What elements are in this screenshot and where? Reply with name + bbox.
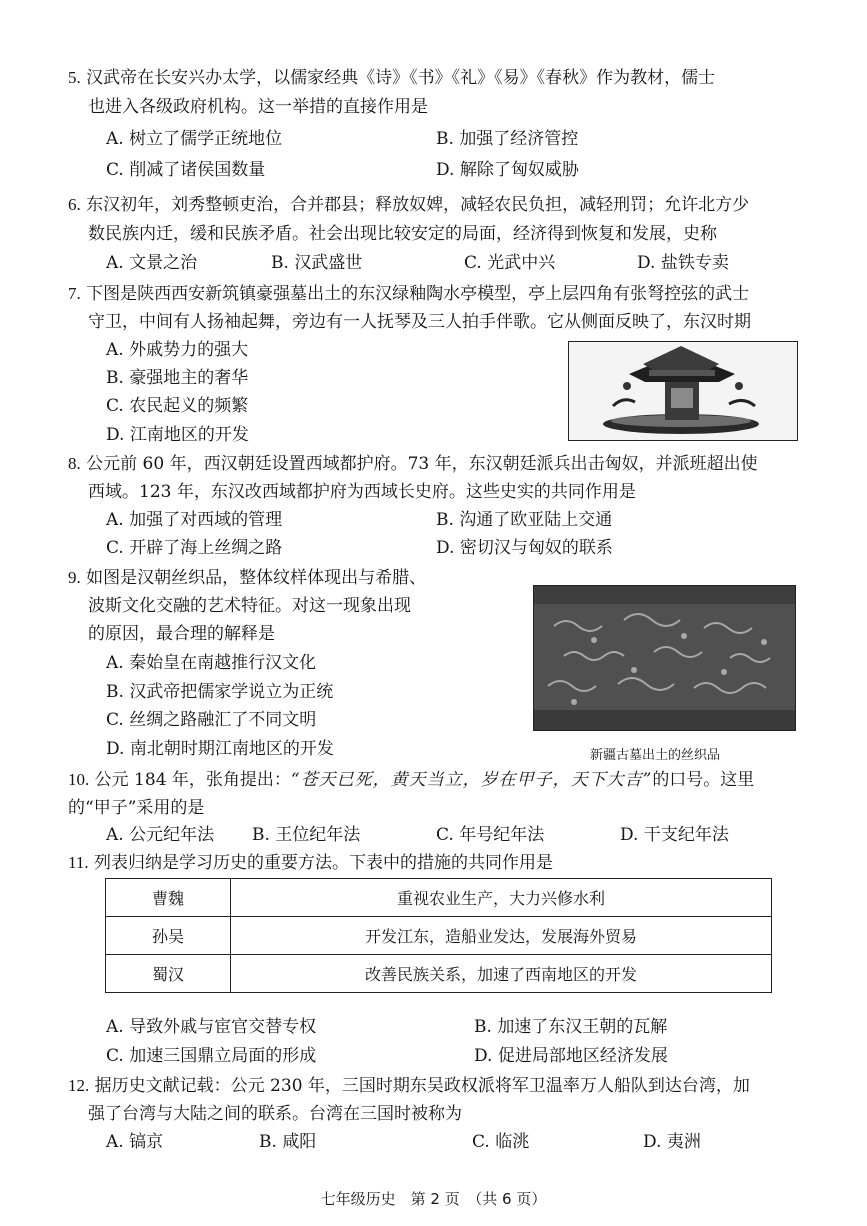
q7-option-a-letter: A. <box>106 340 124 360</box>
q8-option-d[interactable] <box>436 536 613 560</box>
silk-fabric-image <box>533 585 796 731</box>
table-row <box>106 879 772 917</box>
q10-option-a-text: 公元纪年法 <box>129 825 215 845</box>
q6-option-c[interactable] <box>464 251 555 275</box>
q11-option-a-text: 导致外戚与宦官交替专权 <box>129 1017 317 1037</box>
q5-stem-line1 <box>68 66 715 90</box>
q12-option-c-text: 临洮 <box>495 1132 530 1152</box>
q11-option-c[interactable] <box>106 1044 316 1068</box>
q8-option-c-text: 开辟了海上丝绸之路 <box>129 538 283 558</box>
q5-option-c-text: 削减了诸侯国数量 <box>129 160 266 180</box>
q9-option-d[interactable] <box>106 737 334 761</box>
q10-stem-line2: 的“甲子”采用的是 <box>68 798 205 818</box>
q9-option-b[interactable] <box>106 680 333 704</box>
q11-option-d-text: 促进局部地区经济发展 <box>497 1046 668 1066</box>
q12-option-d-letter: D. <box>643 1132 662 1152</box>
table-row <box>106 917 772 955</box>
q11-option-c-text: 加速三国鼎立局面的形成 <box>129 1046 317 1066</box>
q5-option-d-text: 解除了匈奴威胁 <box>459 160 579 180</box>
q10-option-d-letter: D. <box>620 825 639 845</box>
q5-option-b[interactable] <box>436 127 578 151</box>
table-cell-measure: 改善民族关系，加速了西南地区的开发 <box>231 955 772 993</box>
q8-option-a-letter: A. <box>106 510 124 530</box>
q7-number: 7. <box>68 284 81 303</box>
q6-option-d-letter: D. <box>637 253 656 273</box>
q8-option-d-letter: D. <box>436 538 455 558</box>
q11-option-a[interactable] <box>106 1015 316 1039</box>
q11-option-b[interactable] <box>474 1015 667 1039</box>
q6-option-a-letter: A. <box>106 253 124 273</box>
q7-option-a[interactable] <box>106 338 248 362</box>
q12-number: 12. <box>68 1076 90 1095</box>
q11-stem-line1 <box>68 851 553 875</box>
q6-option-b-letter: B. <box>271 253 289 273</box>
q5-option-a-text: 树立了儒学正统地位 <box>129 129 283 149</box>
q6-option-a-text: 文景之治 <box>129 253 198 273</box>
q7-option-b[interactable] <box>106 366 248 390</box>
q10-option-a[interactable] <box>106 823 214 847</box>
q5-option-a[interactable] <box>106 127 282 151</box>
q9-option-c-letter: C. <box>106 710 124 730</box>
q11-number: 11. <box>68 853 89 872</box>
q6-option-b-text: 汉武盛世 <box>294 253 363 273</box>
q6-stem-line1 <box>68 193 749 217</box>
q10-stem-line1 <box>68 768 754 792</box>
q6-option-c-text: 光武中兴 <box>487 253 556 273</box>
three-kingdoms-table <box>105 878 772 993</box>
q11-option-b-text: 加速了东汉王朝的瓦解 <box>497 1017 668 1037</box>
q10-option-d-text: 干支纪年法 <box>643 825 729 845</box>
q7-option-c[interactable] <box>106 394 248 418</box>
q6-option-d-text: 盐铁专卖 <box>660 253 729 273</box>
q6-stem-line2: 数民族内迁，缓和民族矛盾。社会出现比较安定的局面，经济得到恢复和发展，史称 <box>88 224 717 244</box>
q12-stem-line1 <box>68 1074 750 1098</box>
q6-option-b[interactable] <box>271 251 362 275</box>
q10-option-c[interactable] <box>436 823 544 847</box>
q9-option-c-text: 丝绸之路融汇了不同文明 <box>129 710 317 730</box>
q12-option-b-letter: B. <box>259 1132 277 1152</box>
q7-option-d[interactable] <box>106 423 249 447</box>
table-row <box>106 955 772 993</box>
q5-stem-line2: 也进入各级政府机构。这一举措的直接作用是 <box>88 97 428 117</box>
q8-stem-line2: 西域。123 年，东汉改西域都护府为西域长史府。这些史实的共同作用是 <box>88 482 636 502</box>
q8-option-b-letter: B. <box>436 510 454 530</box>
q7-option-c-letter: C. <box>106 396 124 416</box>
q5-text-1: 汉武帝在长安兴办太学，以儒家经典《诗》《书》《礼》《易》《春秋》作为教材，儒士 <box>86 68 716 88</box>
q11-option-d-letter: D. <box>474 1046 493 1066</box>
q9-option-c[interactable] <box>106 708 316 732</box>
q5-option-d[interactable] <box>436 158 579 182</box>
q8-option-c-letter: C. <box>106 538 124 558</box>
q5-number: 5. <box>68 68 81 87</box>
q6-option-c-letter: C. <box>464 253 482 273</box>
q10-option-b-text: 王位纪年法 <box>275 825 361 845</box>
table-cell-measure: 重视农业生产，大力兴修水利 <box>231 879 772 917</box>
q5-option-d-letter: D. <box>436 160 455 180</box>
q9-stem-line1 <box>68 566 426 590</box>
q10-option-c-letter: C. <box>436 825 454 845</box>
q12-option-a-letter: A. <box>106 1132 124 1152</box>
q9-stem-line2: 波斯文化交融的艺术特征。对这一现象出现 <box>88 596 411 616</box>
q10-quote: “苍天已死，黄天当立，岁在甲子，天下大吉” <box>290 770 653 790</box>
q8-text-1: 公元前 60 年，西汉朝廷设置西域都护府。73 年，东汉朝廷派兵出击匈奴，并派班超出使 <box>86 454 758 474</box>
q9-option-a[interactable] <box>106 651 316 675</box>
q6-option-a[interactable] <box>106 251 197 275</box>
q12-text-1: 据历史文献记载：公元 230 年，三国时期东吴政权派将军卫温率万人船队到达台湾，加 <box>94 1076 750 1096</box>
q9-option-a-text: 秦始皇在南越推行汉文化 <box>129 653 317 673</box>
q8-option-d-text: 密切汉与匈奴的联系 <box>459 538 613 558</box>
q11-text-1: 列表归纳是学习历史的重要方法。下表中的措施的共同作用是 <box>94 853 554 873</box>
q5-option-a-letter: A. <box>106 129 124 149</box>
q9-stem-line3: 的原因，最合理的解释是 <box>88 624 275 644</box>
q10-option-c-text: 年号纪年法 <box>459 825 545 845</box>
page-footer: 七年级历史 第 2 页 （共 6 页） <box>320 1190 547 1208</box>
q8-option-a-text: 加强了对西域的管理 <box>129 510 283 530</box>
q9-number: 9. <box>68 568 81 587</box>
q10-option-b[interactable] <box>252 823 360 847</box>
q12-option-b-text: 咸阳 <box>282 1132 317 1152</box>
q8-option-c[interactable] <box>106 536 282 560</box>
q5-option-b-letter: B. <box>436 129 454 149</box>
q8-option-b-text: 沟通了欧亚陆上交通 <box>459 510 613 530</box>
q8-stem-line1 <box>68 452 758 476</box>
q9-option-d-text: 南北朝时期江南地区的开发 <box>129 739 334 759</box>
q7-option-a-text: 外戚势力的强大 <box>129 340 249 360</box>
q7-stem-line1 <box>68 282 749 306</box>
q10-text-post: 的口号。这里 <box>652 770 755 790</box>
table-cell-state: 曹魏 <box>106 879 231 917</box>
q5-option-b-text: 加强了经济管控 <box>459 129 579 149</box>
table-cell-measure: 开发江东，造船业发达，发展海外贸易 <box>231 917 772 955</box>
q8-option-a[interactable] <box>106 508 282 532</box>
q10-option-a-letter: A. <box>106 825 124 845</box>
q6-text-1: 东汉初年，刘秀整顿吏治，合并郡县；释放奴婢，减轻农民负担，减轻刑罚；允许北方少 <box>86 195 750 215</box>
q10-option-d[interactable] <box>620 823 729 847</box>
q12-option-c-letter: C. <box>472 1132 490 1152</box>
q9-option-b-text: 汉武帝把儒家学说立为正统 <box>129 682 334 702</box>
table-cell-state: 孙吴 <box>106 917 231 955</box>
q12-option-c[interactable] <box>472 1130 529 1154</box>
q10-number: 10. <box>68 770 90 789</box>
q6-option-d[interactable] <box>637 251 729 275</box>
q12-option-b[interactable] <box>259 1130 316 1154</box>
q9-option-a-letter: A. <box>106 653 124 673</box>
q7-stem-line2: 守卫，中间有人扬袖起舞，旁边有一人抚琴及三人拍手伴歌。它从侧面反映了，东汉时期 <box>88 312 751 332</box>
q11-option-a-letter: A. <box>106 1017 124 1037</box>
q8-number: 8. <box>68 454 81 473</box>
q11-option-b-letter: B. <box>474 1017 492 1037</box>
q7-option-d-text: 江南地区的开发 <box>129 425 249 445</box>
q9-text-1: 如图是汉朝丝织品，整体纹样体现出与希腊、 <box>86 568 427 588</box>
q5-option-c-letter: C. <box>106 160 124 180</box>
q10-text-pre: 公元 184 年，张角提出： <box>94 770 291 790</box>
q7-option-b-text: 豪强地主的奢华 <box>129 368 249 388</box>
table-cell-state: 蜀汉 <box>106 955 231 993</box>
q12-option-a[interactable] <box>106 1130 163 1154</box>
q12-option-d[interactable] <box>643 1130 701 1154</box>
q9-option-d-letter: D. <box>106 739 125 759</box>
q11-option-c-letter: C. <box>106 1046 124 1066</box>
q7-option-b-letter: B. <box>106 368 124 388</box>
q7-option-c-text: 农民起义的频繁 <box>129 396 249 416</box>
q12-option-d-text: 夷洲 <box>666 1132 701 1152</box>
q8-option-b[interactable] <box>436 508 612 532</box>
q7-text-1: 下图是陕西西安新筑镇豪强墓出土的东汉绿釉陶水亭模型，亭上层四角有张弩控弦的武士 <box>86 284 750 304</box>
q7-option-d-letter: D. <box>106 425 125 445</box>
pottery-pavilion-image <box>568 341 798 441</box>
q5-option-c[interactable] <box>106 158 265 182</box>
q6-number: 6. <box>68 195 81 214</box>
q12-stem-line2: 强了台湾与大陆之间的联系。台湾在三国时被称为 <box>88 1104 462 1124</box>
silk-image-caption: 新疆古墓出土的丝织品 <box>590 748 721 763</box>
q12-option-a-text: 镐京 <box>129 1132 164 1152</box>
q11-option-d[interactable] <box>474 1044 668 1068</box>
q9-option-b-letter: B. <box>106 682 124 702</box>
q10-option-b-letter: B. <box>252 825 270 845</box>
